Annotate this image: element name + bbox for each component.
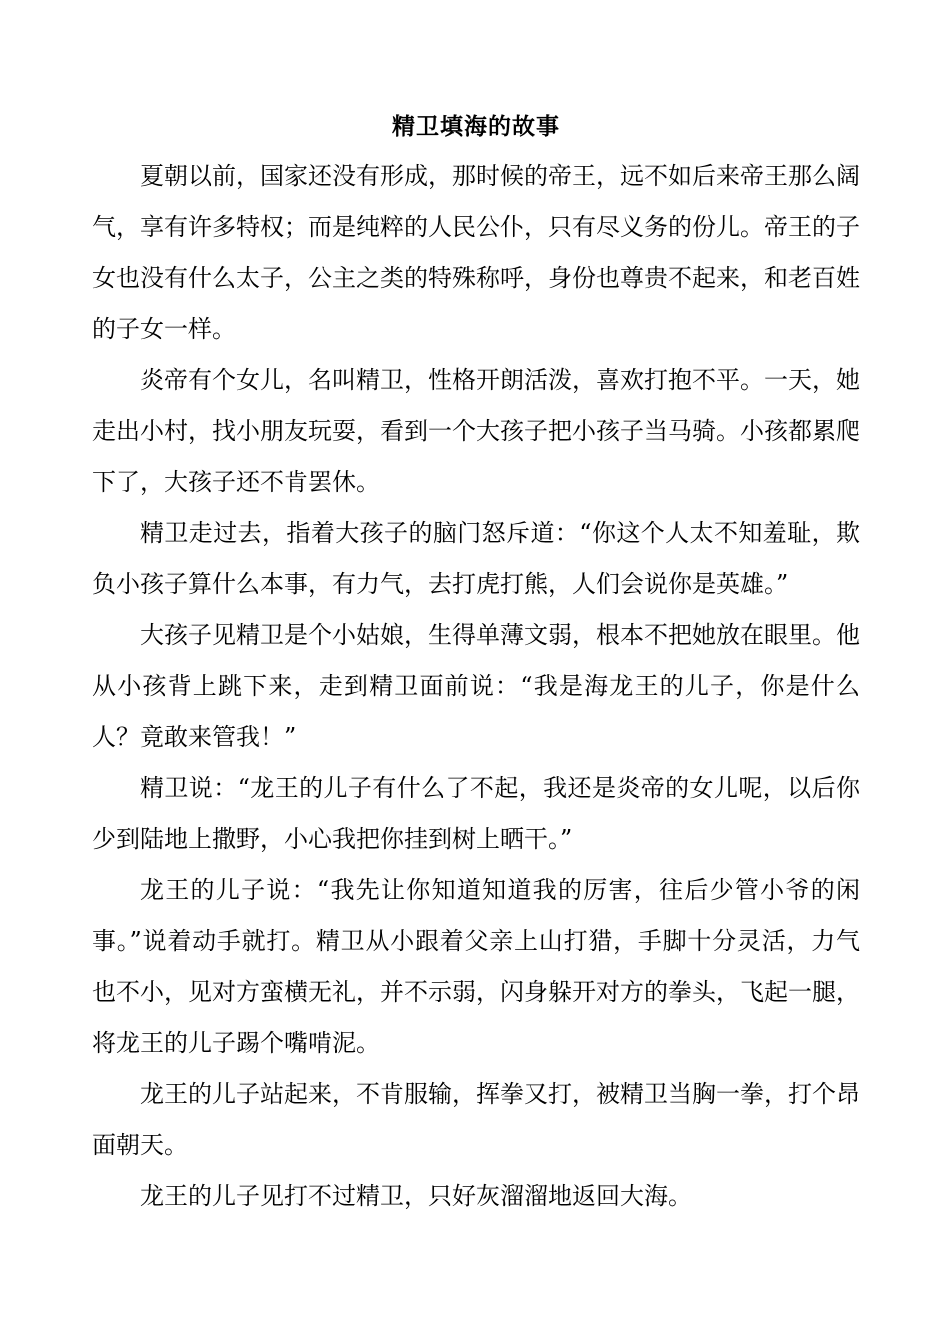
paragraph-6: 龙王的儿子说：“我先让你知道知道我的厉害，往后少管小爷的闲事。”说着动手就打。精卫从小跟着父亲上山打猎，手脚十分灵活，力气也不小，见对方蛮横无礼，并不示弱，闪身躲开对方的拳头，飞起一腿，将龙王的儿子踢个嘴啃泥。 [92, 876, 860, 1057]
paragraph-7: 龙王的儿子站起来，不肯服输，挥拳又打，被精卫当胸一拳，打个昂面朝天。 [92, 1080, 860, 1159]
document-title: 精卫填海的故事 [392, 113, 560, 140]
paragraph-8: 龙王的儿子见打不过精卫，只好灰溜溜地返回大海。 [140, 1182, 692, 1210]
paragraph-5: 精卫说：“龙王的儿子有什么了不起，我还是炎帝的女儿呢，以后你少到陆地上撒野，小心我把你挂到树上晒干。” [92, 774, 860, 853]
paragraph-1: 夏朝以前，国家还没有形成，那时候的帝王，远不如后来帝王那么阔气，享有许多特权；而是纯粹的人民公仆，只有尽义务的份儿。帝王的子女也没有什么太子，公主之类的特殊称呼，身份也尊贵不起来，和老百姓的子女一样。 [92, 162, 860, 343]
paragraph-2: 炎帝有个女儿，名叫精卫，性格开朗活泼，喜欢打抱不平。一天，她走出小村，找小朋友玩耍，看到一个大孩子把小孩子当马骑。小孩都累爬下了，大孩子还不肯罢休。 [92, 366, 860, 496]
paragraph-4: 大孩子见精卫是个小姑娘，生得单薄文弱，根本不把她放在眼里。他从小孩背上跳下来，走到精卫面前说：“我是海龙王的儿子，你是什么人？竟敢来管我！” [92, 621, 860, 751]
paragraph-3: 精卫走过去，指着大孩子的脑门怒斥道：“你这个人太不知羞耻，欺负小孩子算什么本事，有力气，去打虎打熊，人们会说你是英雄。” [92, 519, 860, 598]
document-page [92, 103, 860, 1222]
